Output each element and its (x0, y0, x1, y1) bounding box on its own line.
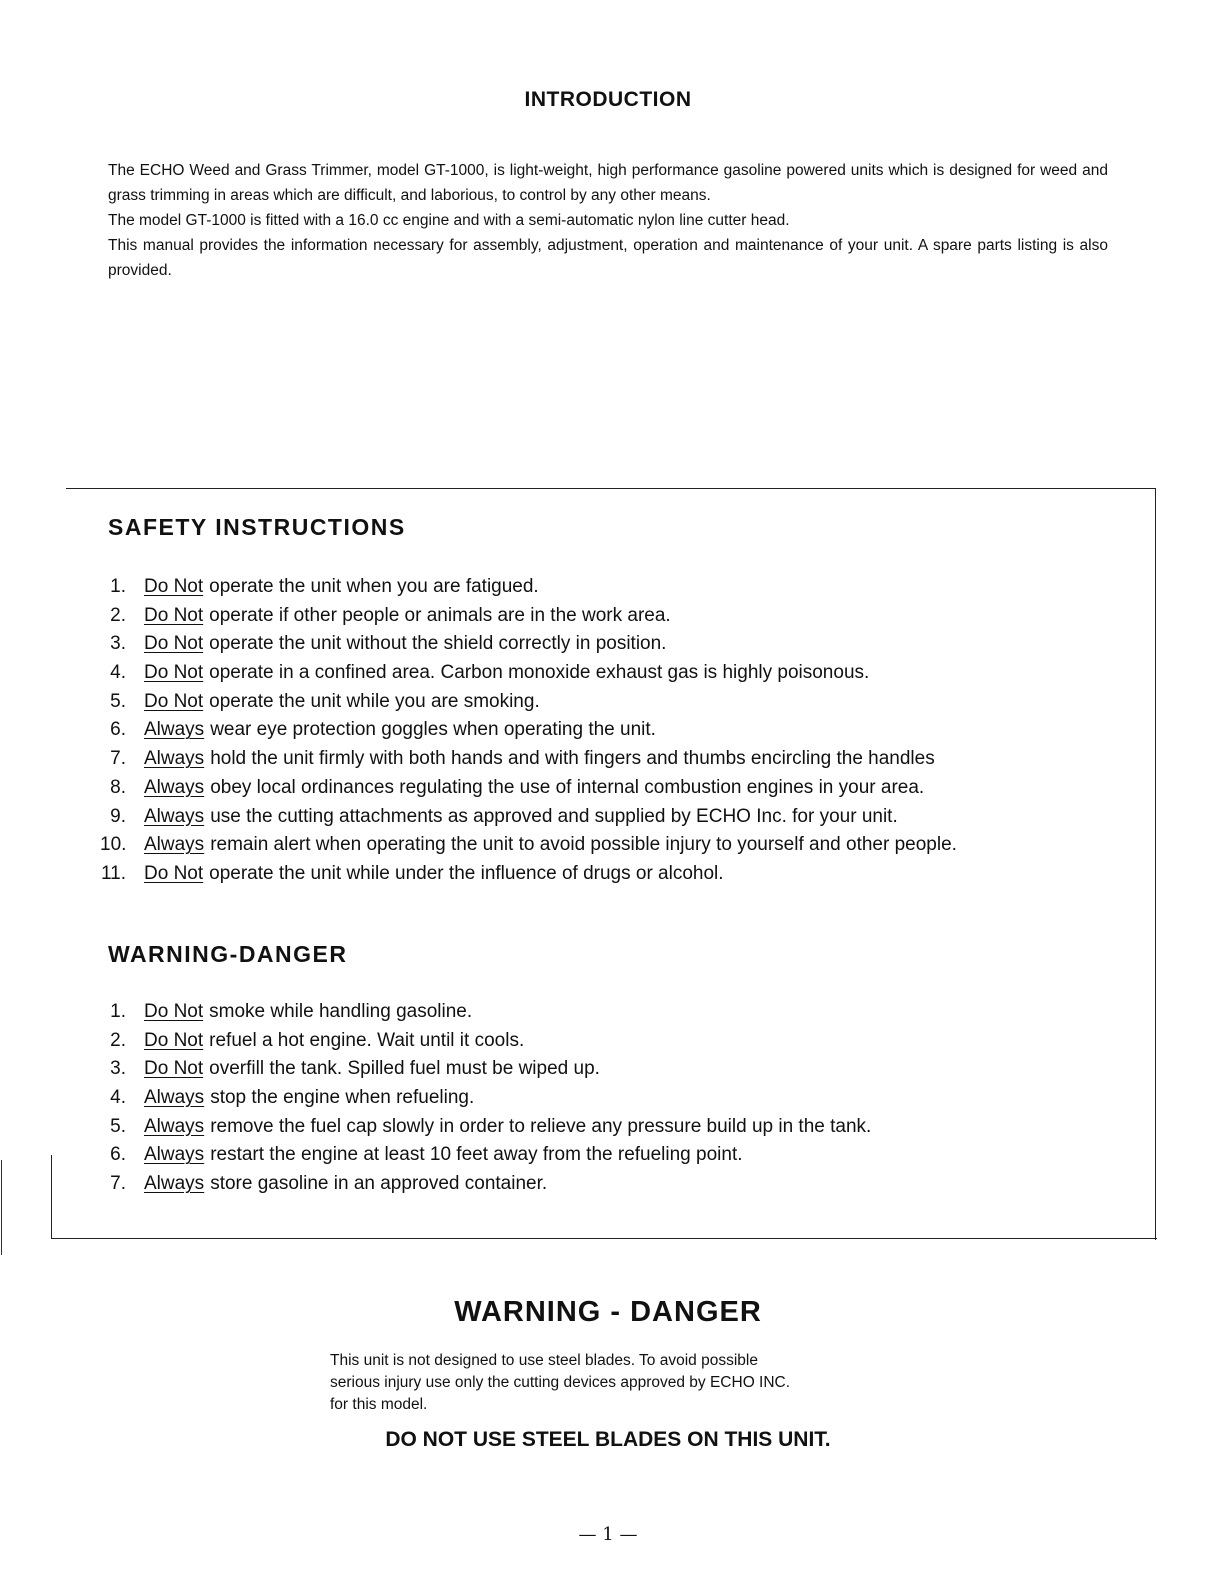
list-item (100, 1141, 1110, 1170)
warning-danger-title: WARNING-DANGER (108, 941, 348, 967)
item-text: use the cutting attachments as approved and supplied by ECHO Inc. for your unit. (210, 805, 898, 827)
list-item (100, 1027, 1110, 1056)
scan-edge-mark (1, 1160, 2, 1255)
item-text: stop the engine when refueling. (210, 1087, 475, 1109)
item-number: 4. (110, 1087, 126, 1109)
item-text: smoke while handling gasoline. (209, 1001, 473, 1022)
item-keyword: Always (144, 776, 205, 798)
item-keyword: Do Not (144, 690, 204, 712)
item-keyword: Do Not (144, 576, 204, 597)
list-item (100, 1084, 1110, 1113)
item-number: 7. (110, 1173, 126, 1195)
item-keyword: Do Not (144, 1001, 204, 1022)
danger-notice-line: This unit is not designed to use steel blades. To avoid possible (330, 1352, 758, 1369)
safety-box-top-border (66, 488, 1156, 489)
item-text: restart the engine at least 10 feet away from the refueling point. (210, 1144, 743, 1166)
item-number: 3. (110, 1058, 126, 1080)
safety-box-right-border (1155, 488, 1156, 1240)
item-keyword: Always (144, 1087, 205, 1109)
item-keyword: Do Not (144, 633, 204, 655)
item-keyword: Always (144, 834, 205, 856)
list-item (100, 573, 1110, 602)
danger-notice-line: serious injury use only the cutting devices approved by ECHO INC. (330, 1374, 791, 1391)
item-keyword: Always (144, 719, 205, 741)
item-text: operate in a confined area. Carbon monoxide exhaust gas is highly poisonous. (209, 662, 870, 684)
item-number: 2. (110, 1029, 126, 1051)
page-number: — 1 — (578, 1524, 638, 1545)
safety-title: SAFETY INSTRUCTIONS (108, 514, 406, 540)
list-item (100, 1055, 1110, 1084)
list-item (100, 630, 1110, 659)
item-number: 8. (110, 776, 126, 798)
list-item (100, 831, 1110, 860)
item-text: operate if other people or animals are in the work area. (209, 604, 671, 626)
item-number: 9. (110, 805, 126, 827)
item-text: remove the fuel cap slowly in order to relieve any pressure build up in the tank. (210, 1115, 872, 1137)
item-number: 7. (110, 748, 126, 770)
intro-body (108, 158, 1108, 283)
warning-danger-list (100, 998, 1110, 1199)
item-number: 1. (110, 1001, 126, 1022)
item-number: 6. (110, 1144, 126, 1166)
item-keyword: Always (144, 1173, 205, 1195)
item-number: 6. (110, 719, 126, 741)
danger-notice-title: WARNING - DANGER (454, 1296, 762, 1328)
safety-list (100, 573, 1110, 889)
item-keyword: Always (144, 805, 205, 827)
list-item (100, 803, 1110, 832)
list-item (100, 860, 1110, 889)
item-keyword: Do Not (144, 662, 204, 684)
item-number: 3. (110, 633, 126, 655)
list-item (100, 774, 1110, 803)
list-item (100, 1170, 1110, 1199)
danger-notice-body (330, 1350, 890, 1416)
list-item (100, 659, 1110, 688)
no-steel-blades-notice: DO NOT USE STEEL BLADES ON THIS UNIT. (385, 1428, 831, 1451)
item-text: operate the unit when you are fatigued. (209, 576, 539, 597)
item-keyword: Do Not (144, 604, 204, 626)
item-keyword: Always (144, 1115, 205, 1137)
item-text: refuel a hot engine. Wait until it cools. (209, 1029, 525, 1051)
item-text: remain alert when operating the unit to avoid possible injury to yourself and other people. (210, 834, 957, 856)
intro-paragraph: The model GT-1000 is fitted with a 16.0 cc engine and with a semi-automatic nylon line cutter head. (108, 212, 790, 229)
item-keyword: Do Not (144, 862, 204, 884)
list-item (100, 602, 1110, 631)
list-item (100, 716, 1110, 745)
item-text: operate the unit while under the influence of drugs or alcohol. (209, 862, 724, 884)
item-text: hold the unit firmly with both hands and with fingers and thumbs encircling the handles (210, 748, 935, 770)
item-keyword: Do Not (144, 1029, 204, 1051)
intro-paragraph: This manual provides the information necessary for assembly, adjustment, operation and maintenance of your unit. A spare parts listing is also provided. (108, 237, 1108, 279)
item-number: 10. (100, 834, 127, 856)
item-keyword: Always (144, 1144, 205, 1166)
intro-paragraph: The ECHO Weed and Grass Trimmer, model GT-1000, is light-weight, high performance gasoline powered units which is designed for weed and grass trimming in areas which are difficult, and laborious, to control by any other means. (108, 162, 1108, 204)
list-item (100, 998, 1110, 1027)
item-number: 1. (110, 576, 126, 597)
item-number: 4. (110, 662, 126, 684)
item-number: 2. (110, 604, 126, 626)
safety-box-left-border (51, 1155, 52, 1239)
item-text: wear eye protection goggles when operating the unit. (210, 719, 656, 741)
intro-title: INTRODUCTION (524, 88, 692, 111)
list-item (100, 688, 1110, 717)
safety-box-bottom-border (52, 1238, 1157, 1239)
list-item (100, 1113, 1110, 1142)
item-keyword: Do Not (144, 1058, 204, 1080)
item-text: obey local ordinances regulating the use of internal combustion engines in your area. (210, 776, 925, 798)
item-text: store gasoline in an approved container. (210, 1173, 548, 1195)
item-number: 5. (110, 690, 126, 712)
item-keyword: Always (144, 748, 205, 770)
item-number: 5. (110, 1115, 126, 1137)
item-text: overfill the tank. Spilled fuel must be wiped up. (209, 1058, 600, 1080)
item-number: 11. (100, 862, 126, 884)
item-text: operate the unit without the shield correctly in position. (209, 633, 667, 655)
danger-notice-line: for this model. (330, 1396, 428, 1413)
item-text: operate the unit while you are smoking. (209, 690, 540, 712)
list-item (100, 745, 1110, 774)
